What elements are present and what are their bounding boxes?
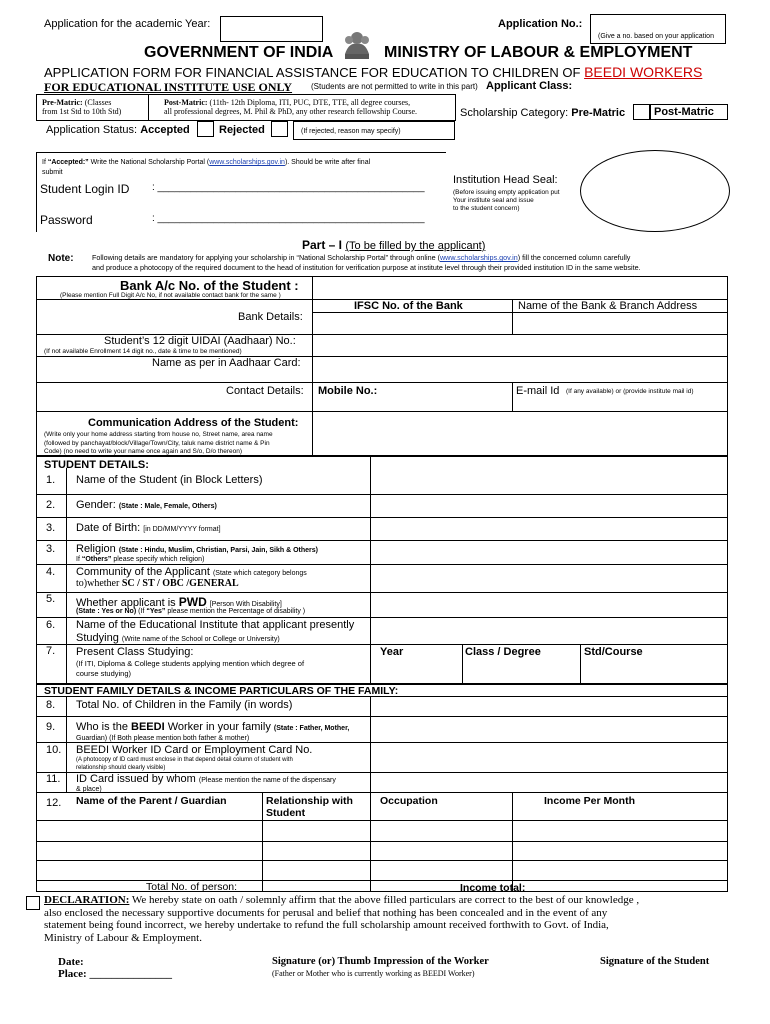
scholarship-category: Scholarship Category: Pre-Matric xyxy=(460,107,626,119)
total-persons-label: Total No. of person: xyxy=(146,881,238,893)
worker-id-label: BEEDI Worker ID Card or Employment Card No. xyxy=(76,744,313,756)
gender-label: Gender: (State : Male, Female, Others) xyxy=(76,499,217,511)
class-degree-header: Class / Degree xyxy=(465,646,541,658)
student-signature-label: Signature of the Student xyxy=(600,956,710,967)
password-field[interactable]: : ________________________________________________ xyxy=(152,213,425,224)
govt-title: GOVERNMENT OF INDIA xyxy=(144,44,334,61)
beedi-worker-label: Who is the BEEDI Worker in your family (State : Father, Mother, xyxy=(76,721,350,733)
password-label: Password xyxy=(40,213,93,227)
declaration-text: DECLARATION: We hereby state on oath / solemnly affirm that the above filled particulars are correct to the best of our knowledge , also enclosed the necessary supportive documents for perusal and belief that nothing has been concealed and in the event of any statement being found incorrect, we hereby undertake to refund the full scholarship amount received forthwith to Govt. of India, Ministry of Labour & Employment. xyxy=(44,894,640,944)
post-matric-label: Post-Matric xyxy=(654,106,714,118)
worker-signature-label: Signature (or) Thumb Impression of the Worker xyxy=(272,956,489,967)
aadhaar-name-label: Name as per in Aadhaar Card: xyxy=(152,357,301,369)
national-emblem-icon xyxy=(337,26,377,62)
beedi-worker-note: Guardian) (If Both please mention both father & mother) xyxy=(76,735,250,742)
form-title-highlight: BEEDI WORKERS xyxy=(584,64,703,80)
row-num: 3. xyxy=(46,522,56,534)
accepted-checkbox[interactable] xyxy=(197,121,214,137)
student-name-label: Name of the Student (in Block Letters) xyxy=(76,474,263,486)
applicant-class-label: Applicant Class: xyxy=(486,80,573,92)
date-label: Date: xyxy=(58,956,84,968)
parent-name-header: Name of the Parent / Guardian xyxy=(76,795,227,807)
login-id-label: Student Login ID xyxy=(40,182,130,196)
row-num: 6. xyxy=(46,619,56,631)
pwd-note: (State : Yes or No) (If “Yes” please mention the Percentage of disability ) xyxy=(76,608,306,615)
std-course-header: Std/Course xyxy=(584,646,643,658)
pre-matric-desc: Pre-Matric: (Classes from 1st Std to 10th Std) xyxy=(42,98,122,116)
comm-address-label: Communication Address of the Student: xyxy=(88,417,299,429)
year-header: Year xyxy=(380,646,404,658)
bank-ac-title: Bank A/c No. of the Student : xyxy=(120,278,299,293)
ifsc-label: IFSC No. of the Bank xyxy=(354,300,463,312)
row-num: 3. xyxy=(46,543,56,555)
rejected-note: (If rejected, reason may specify) xyxy=(301,128,401,135)
income-total-label: Income total: xyxy=(460,882,526,894)
institute-use-heading: FOR EDUCATIONAL INSTITUTE USE ONLY xyxy=(44,80,293,94)
pwd-label: Whether applicant is PWD [Person With Disability] xyxy=(76,595,282,609)
row-num: 11. xyxy=(46,773,61,785)
comm-address-note: (Write only your home address starting from house no, Street name, area name (followed by panchayat/block/Village/Town/City, taluk name district name & Pin Code) (no need to write your name once again and S/o, D/o thereon) xyxy=(44,431,273,455)
seal-note: (Before issuing empty application put Your institute seal and issue to the student concern) xyxy=(453,189,560,212)
ministry-title: MINISTRY OF LABOUR & EMPLOYMENT xyxy=(384,44,693,61)
login-id-field[interactable]: : ________________________________________________ xyxy=(152,182,425,193)
part1-title: Part – I (To be filled by the applicant) xyxy=(302,238,486,252)
row-num: 1. xyxy=(46,474,56,486)
uidai-note: (If not available Enrollment 14 digit no., date & time to be mentioned) xyxy=(44,348,242,355)
family-heading: STUDENT FAMILY DETAILS & INCOME PARTICULARS OF THE FAMILY: xyxy=(44,685,399,697)
email-note: (If any available) or (provide institute mail id) xyxy=(566,388,694,395)
status-label: Application Status: Accepted xyxy=(46,124,190,136)
application-no-note: (Give a no. based on your application xyxy=(598,33,714,40)
bank-name-label: Name of the Bank & Branch Address xyxy=(518,300,698,312)
seal-label: Institution Head Seal: xyxy=(453,174,558,186)
row-num: 12. xyxy=(46,797,62,809)
bank-ac-note: (Please mention Full Digit A/c No, if not available contact bank for the same ) xyxy=(60,292,281,299)
children-count-label: Total No. of Children in the Family (in words) xyxy=(76,699,293,711)
row-num: 10. xyxy=(46,744,62,756)
email-label: E-mail Id xyxy=(516,385,560,397)
row-num: 9. xyxy=(46,721,56,733)
pre-matric-checkbox[interactable] xyxy=(633,104,650,120)
note-text: Following details are mandatory for applying your scholarship in “National Scholarship Portal” through online (www.scholarships.gov.in) fill the concerned column carefully and produce a photocopy of the required document to the head of institution for verification purpose at institute level through their provided institution ID in the same website. xyxy=(92,253,641,272)
contact-label: Contact Details: xyxy=(226,385,304,397)
present-class-note: (If ITI, Diploma & College students applying mention which degree of course studying) xyxy=(76,659,305,678)
institute-name-label: Name of the Educational Institute that applicant presently xyxy=(76,619,355,631)
religion-note: If “Others” please specify which religion) xyxy=(76,556,205,563)
relationship-header: Relationship with Student xyxy=(266,795,353,819)
declaration-checkbox[interactable] xyxy=(26,896,40,910)
religion-label: Religion (State : Hindu, Muslim, Christian, Parsi, Jain, Sikh & Others) xyxy=(76,543,318,555)
uidai-label: Student’s 12 digit UIDAI (Aadhaar) No.: xyxy=(104,335,296,347)
bank-details-label: Bank Details: xyxy=(238,311,303,323)
occupation-header: Occupation xyxy=(380,795,438,807)
income-header: Income Per Month xyxy=(544,795,636,807)
row-num: 8. xyxy=(46,699,56,711)
dob-label: Date of Birth: [in DD/MM/YYYY format] xyxy=(76,522,221,534)
accepted-note: If “Accepted:” Write the National Scholarship Portal (www.scholarships.gov.in). Should be write after final submit xyxy=(42,159,371,176)
present-class-label: Present Class Studying: xyxy=(76,646,194,658)
note-label: Note: xyxy=(48,253,74,264)
row-num: 5. xyxy=(46,593,56,605)
rejected-checkbox[interactable] xyxy=(271,121,288,137)
community-label: Community of the Applicant (State which category belongs xyxy=(76,566,307,578)
id-issuer-label: ID Card issued by whom (Please mention the name of the dispensary xyxy=(76,773,336,785)
rejected-label: Rejected xyxy=(219,124,265,136)
seal-area[interactable] xyxy=(580,150,730,232)
community-cats: to)whether SC / ST / OBC /GENERAL xyxy=(76,578,239,589)
row-num: 4. xyxy=(46,566,56,578)
form-title xyxy=(44,64,702,80)
id-issuer-note: & place) xyxy=(76,786,102,793)
mobile-label: Mobile No.: xyxy=(318,385,378,397)
student-details-heading: STUDENT DETAILS: xyxy=(44,459,149,471)
place-label: Place: _______________ xyxy=(58,968,172,980)
academic-year-field[interactable] xyxy=(220,16,323,42)
form-title-text: APPLICATION FORM FOR FINANCIAL ASSISTANCE FOR EDUCATION TO CHILDREN OF xyxy=(44,65,581,80)
worker-signature-note: (Father or Mother who is currently working as BEEDI Worker) xyxy=(272,969,475,978)
post-matric-desc: Post-Matric: (11th- 12th Diploma, ITI, PUC, DTE, TTE, all degree courses, all professional degrees, M. Phil & PhD, any other research fellowship Course. xyxy=(164,98,418,116)
academic-year-label: Application for the academic Year: xyxy=(44,18,211,30)
application-no-label: Application No.: xyxy=(498,18,583,30)
row-num: 2. xyxy=(46,499,56,511)
worker-id-note: (A photocopy of ID card must enclose in that depend detail column of student with relationship should clearly visible) xyxy=(76,757,293,771)
institute-name-label-2: Studying (Write name of the School or College or University) xyxy=(76,632,280,644)
institute-use-note: (Students are not permitted to write in this part) xyxy=(311,82,478,91)
row-num: 7. xyxy=(46,645,56,657)
